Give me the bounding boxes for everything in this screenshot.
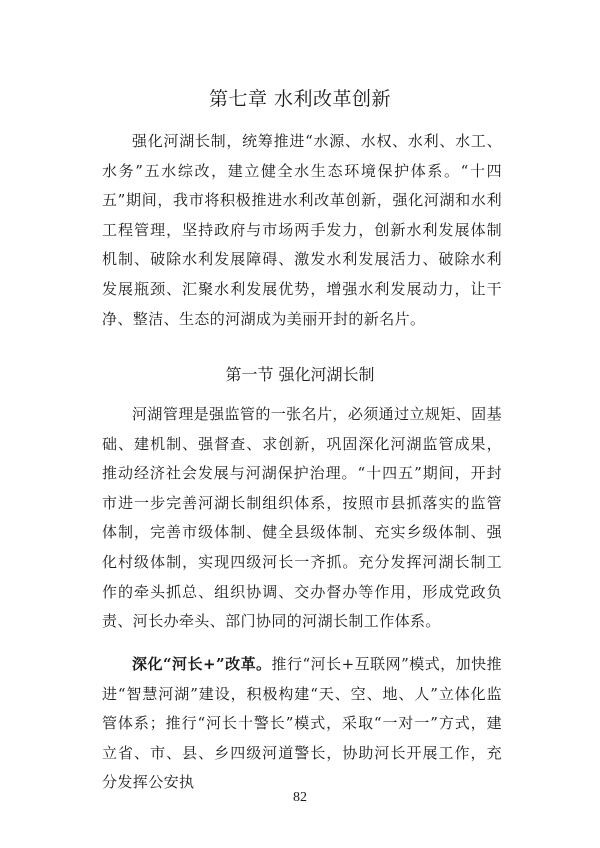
section-title: 第一节 强化河湖长制 bbox=[225, 365, 375, 384]
reform-paragraph-lead: 深化“河长+”改革。 bbox=[132, 655, 272, 673]
section-paragraph: 河湖管理是强监管的一张名片，必须通过立规矩、固基础、建机制、强督查、求创新，巩固深化河湖监管成果，推动经济社会发展与河湖保护治理。“十四五”期间，开封市进一步完善河湖长制组织体系，按照市县抓落实的监管体制，完善市级体制、健全县级体制、充实乡级体制、强化村级体制，实现四级河长一齐抓。充分发挥河湖长制工作的牵头抓总、组织协调、交办督办等作用，形成党政负责、河长办牵头、部门协同的河湖长制工作体系。 bbox=[102, 405, 502, 631]
intro-paragraph: 强化河湖长制，统筹推进“水源、水权、水利、水工、水务”五水综改，建立健全水生态环境保护体系。“十四五”期间，我市将积极推进水利改革创新，强化河湖和水利工程管理，坚持政府与市场两手发力，创新水利发展体制机制、破除水利发展障碍、激发水利发展活力、破除水利发展瓶颈、汇聚水利发展优势，增强水利发展动力，让干净、整洁、生态的河湖成为美丽开封的新名片。 bbox=[102, 132, 502, 328]
chapter-title: 第七章 水利改革创新 bbox=[208, 88, 392, 110]
reform-paragraph-body: 推行“河长+互联网”模式，加快推进“智慧河湖”建设，积极构建“天、空、地、人”立体化监管体系；推行“河长十警长”模式，采取“一对一”方式，建立省、市、县、乡四级河道警长，协助河长开展工作，充分发挥公安执 bbox=[102, 655, 502, 792]
page-number: 82 bbox=[293, 790, 307, 805]
reform-paragraph bbox=[102, 650, 502, 798]
